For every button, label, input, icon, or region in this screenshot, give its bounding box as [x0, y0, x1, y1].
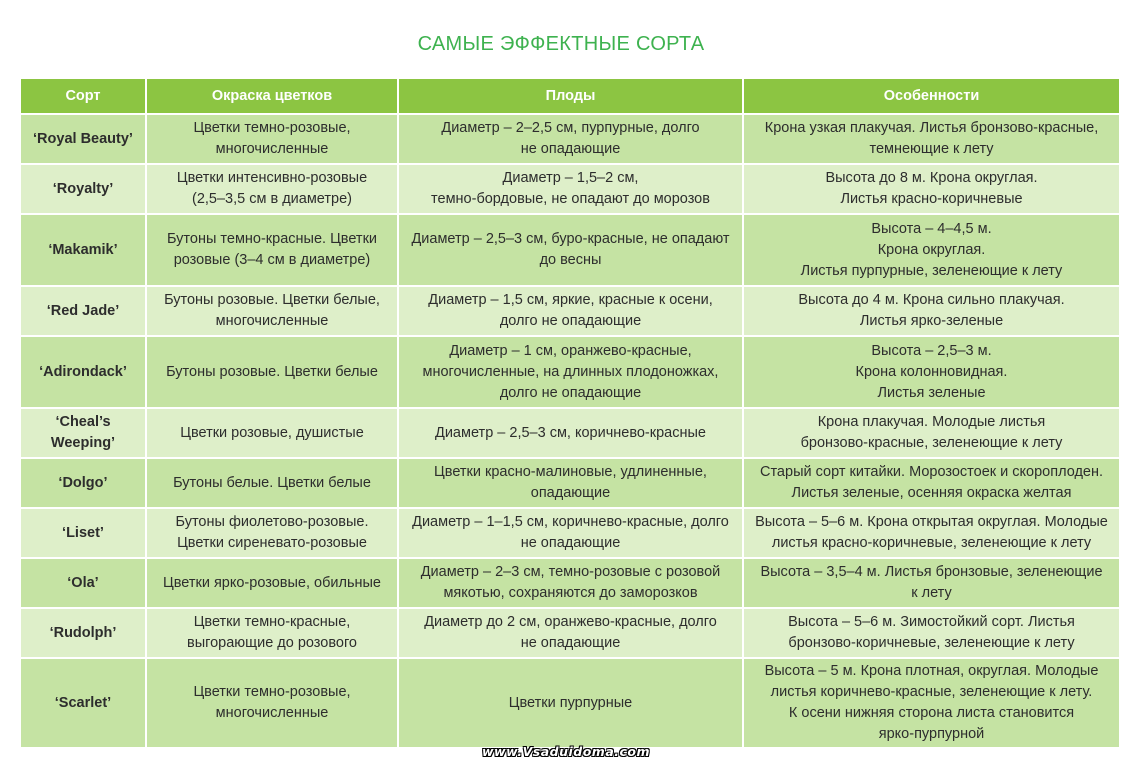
- cell-line: листья коричнево-красные, зеленеющие к лету.: [770, 684, 1093, 700]
- cell-line: Диаметр – 2,5–3 см, буро-красные, не опадают: [411, 231, 730, 247]
- cell-line: Крона узкая плакучая. Листья бронзово-красные,: [764, 120, 1099, 136]
- features-cell: [744, 509, 1119, 557]
- fruits-cell: [399, 337, 742, 407]
- cell-line: Бутоны белые. Цветки белые: [173, 474, 371, 491]
- cell-line: Листья зеленые: [877, 384, 986, 401]
- cell-line: Цветки интенсивно-розовые: [176, 170, 368, 186]
- cell-line: Диаметр – 2–2,5 см, пурпурные, долго: [441, 120, 700, 136]
- features-cell: [744, 459, 1119, 507]
- cell-line: не опадающие: [520, 141, 621, 157]
- variety-name: ‘Makamik’: [21, 215, 145, 285]
- flower-color-cell: [147, 287, 397, 335]
- cell-line: Высота до 8 м. Крона округлая.: [825, 170, 1038, 186]
- flower-color-cell: [147, 215, 397, 285]
- flower-color-cell: [147, 509, 397, 557]
- flower-color-cell: [147, 115, 397, 163]
- cell-line: Высота – 2,5–3 м.: [871, 342, 992, 359]
- flower-color-cell: [147, 609, 397, 657]
- cell-line: темнеющие к лету: [869, 141, 994, 157]
- cell-line: многочисленные: [215, 705, 329, 721]
- cell-line: Крона колонновидная.: [855, 363, 1008, 380]
- cell-line: Цветки темно-розовые,: [193, 684, 351, 700]
- table-row: [21, 337, 1119, 407]
- variety-name: ‘Dolgo’: [21, 459, 145, 507]
- cell-line: Бутоны фиолетово-розовые.: [175, 514, 369, 530]
- table-row: [21, 559, 1119, 607]
- header-variety: Сорт: [21, 79, 145, 113]
- cell-line: Цветки розовые, душистые: [180, 424, 364, 441]
- fruits-cell: [399, 409, 742, 457]
- table-row: [21, 459, 1119, 507]
- table-row: [21, 215, 1119, 285]
- cell-line: Цветки пурпурные: [508, 694, 633, 711]
- table-row: [21, 409, 1119, 457]
- cell-line: Крона плакучая. Молодые листья: [817, 414, 1046, 430]
- cell-line: Цветки темно-красные,: [193, 614, 351, 630]
- cell-line: Диаметр – 2–3 см, темно-розовые с розовой: [420, 564, 721, 580]
- table-row: [21, 509, 1119, 557]
- fruits-cell: [399, 115, 742, 163]
- cell-line: Листья пурпурные, зеленеющие к лету: [800, 262, 1063, 279]
- cell-line: Крона округлая.: [877, 241, 986, 258]
- cell-line: Диаметр до 2 см, оранжево-красные, долго: [424, 614, 717, 630]
- cell-line: Высота – 5–6 м. Крона открытая округлая. Молодые: [755, 514, 1108, 530]
- header-fruits: Плоды: [399, 79, 742, 113]
- table-body: [21, 115, 1119, 747]
- cell-line: Бутоны розовые. Цветки белые: [166, 363, 378, 380]
- cell-line: бронзово-красные, зеленеющие к лету: [800, 435, 1063, 451]
- features-cell: [744, 215, 1119, 285]
- cell-line: мякотью, сохраняются до заморозков: [443, 585, 698, 601]
- flower-color-cell: [147, 409, 397, 457]
- flower-color-cell: [147, 165, 397, 213]
- varieties-table: [19, 77, 1121, 749]
- variety-name: ‘Liset’: [21, 509, 145, 557]
- fruits-cell: [399, 609, 742, 657]
- cell-line: листья красно-коричневые, зеленеющие к лету: [771, 535, 1092, 551]
- cell-line: Цветки ярко-розовые, обильные: [162, 574, 382, 591]
- cell-line: Высота до 4 м. Крона сильно плакучая.: [798, 292, 1065, 308]
- cell-line: розовые (3–4 см в диаметре): [173, 252, 371, 268]
- cell-line: до весны: [539, 252, 602, 268]
- table-row: [21, 165, 1119, 213]
- cell-line: Цветки темно-розовые,: [193, 120, 351, 136]
- cell-line: темно-бордовые, не опадают до морозов: [431, 191, 710, 207]
- fruits-cell: [399, 165, 742, 213]
- cell-line: опадающие: [530, 485, 611, 501]
- cell-line: (2,5–3,5 см в диаметре): [192, 191, 352, 207]
- page-title: САМЫЕ ЭФФЕКТНЫЕ СОРТА: [417, 33, 705, 55]
- cell-line: долго не опадающие: [499, 384, 642, 401]
- cell-line: Листья красно-коричневые: [840, 191, 1023, 207]
- flower-color-cell: [147, 559, 397, 607]
- features-cell: [744, 115, 1119, 163]
- variety-name: ‘Ola’: [21, 559, 145, 607]
- features-cell: [744, 409, 1119, 457]
- table-header-row: [21, 79, 1119, 113]
- cell-line: Высота – 4–4,5 м.: [871, 220, 992, 237]
- variety-name: ‘Scarlet’: [21, 659, 145, 747]
- table-row: [21, 115, 1119, 163]
- cell-line: Листья зеленые, осенняя окраска желтая: [791, 485, 1072, 501]
- variety-name: ‘Cheal’s Weeping’: [21, 409, 145, 457]
- cell-line: ярко-пурпурной: [878, 726, 985, 742]
- fruits-cell: [399, 659, 742, 747]
- cell-line: не опадающие: [520, 635, 621, 651]
- cell-line: многочисленные: [215, 141, 329, 157]
- cell-line: Листья ярко-зеленые: [859, 313, 1004, 329]
- variety-name: ‘Royal Beauty’: [21, 115, 145, 163]
- cell-line: многочисленные: [215, 313, 329, 329]
- cell-line: Высота – 5–6 м. Зимостойкий сорт. Листья: [788, 614, 1075, 630]
- cell-line: Диаметр – 1 см, оранжево-красные,: [449, 342, 692, 359]
- cell-line: Диаметр – 2,5–3 см, коричнево-красные: [435, 424, 706, 441]
- fruits-cell: [399, 287, 742, 335]
- features-cell: [744, 165, 1119, 213]
- table-row: [21, 659, 1119, 747]
- features-cell: [744, 287, 1119, 335]
- variety-name: ‘Red Jade’: [21, 287, 145, 335]
- cell-line: долго не опадающие: [499, 313, 642, 329]
- cell-line: не опадающие: [520, 535, 621, 551]
- flower-color-cell: [147, 659, 397, 747]
- cell-line: Цветки сиреневато-розовые: [177, 535, 367, 551]
- variety-name: ‘Rudolph’: [21, 609, 145, 657]
- watermark: www.Vsaduidoma.com: [482, 744, 651, 759]
- header-flower-color: Окраска цветков: [147, 79, 397, 113]
- cell-line: Старый сорт китайки. Морозостоек и скороплоден.: [759, 464, 1103, 480]
- cell-line: Диаметр – 1–1,5 см, коричнево-красные, долго: [412, 514, 729, 530]
- features-cell: [744, 337, 1119, 407]
- features-cell: [744, 609, 1119, 657]
- cell-line: К осени нижняя сторона листа становится: [788, 705, 1075, 721]
- fruits-cell: [399, 215, 742, 285]
- header-features: Особенности: [744, 79, 1119, 113]
- cell-line: Высота – 3,5–4 м. Листья бронзовые, зеленеющие: [760, 564, 1103, 580]
- cell-line: Диаметр – 1,5–2 см,: [502, 170, 639, 186]
- fruits-cell: [399, 509, 742, 557]
- cell-line: многочисленные, на длинных плодоножках,: [422, 363, 719, 380]
- flower-color-cell: [147, 337, 397, 407]
- features-cell: [744, 559, 1119, 607]
- cell-line: Бутоны розовые. Цветки белые,: [164, 292, 380, 308]
- cell-line: Диаметр – 1,5 см, яркие, красные к осени,: [428, 292, 713, 308]
- features-cell: [744, 659, 1119, 747]
- fruits-cell: [399, 559, 742, 607]
- cell-line: Цветки красно-малиновые, удлиненные,: [434, 464, 707, 480]
- cell-line: Бутоны темно-красные. Цветки: [166, 231, 378, 247]
- cell-line: Высота – 5 м. Крона плотная, округлая. Молодые: [764, 663, 1099, 679]
- cell-line: бронзово-коричневые, зеленеющие к лету: [788, 635, 1075, 651]
- table-row: [21, 609, 1119, 657]
- cell-line: выгорающие до розового: [187, 635, 357, 651]
- flower-color-cell: [147, 459, 397, 507]
- variety-name: ‘Adirondack’: [21, 337, 145, 407]
- fruits-cell: [399, 459, 742, 507]
- variety-name: ‘Royalty’: [21, 165, 145, 213]
- cell-line: к лету: [911, 585, 952, 601]
- table-row: [21, 287, 1119, 335]
